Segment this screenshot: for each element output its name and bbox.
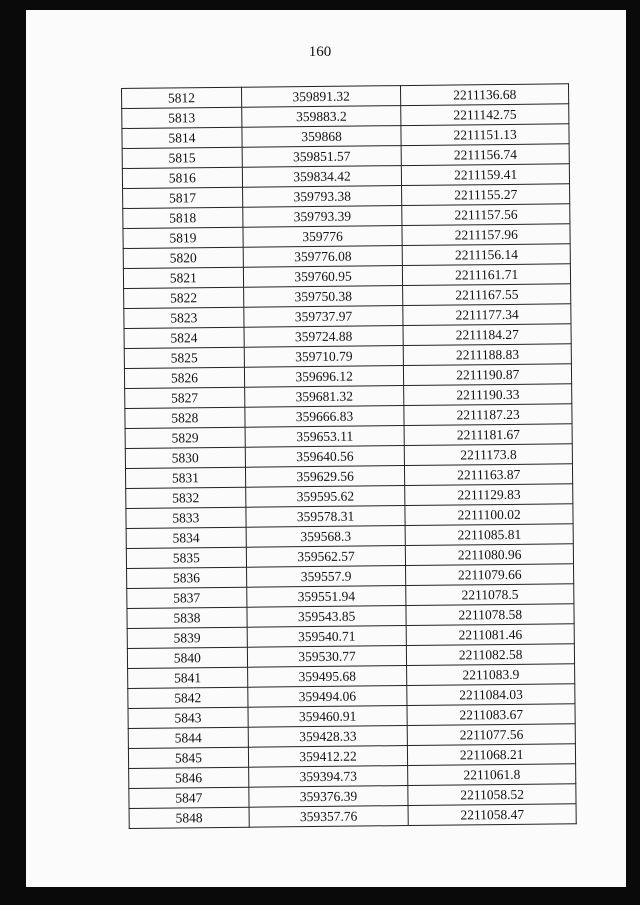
point-id-cell: 5829 (125, 427, 245, 448)
y-coordinate-cell: 2211190.87 (404, 364, 572, 386)
x-coordinate-cell: 359640.56 (245, 446, 405, 468)
point-id-cell: 5812 (122, 87, 242, 108)
x-coordinate-cell: 359793.39 (243, 206, 403, 228)
x-coordinate-cell: 359666.83 (245, 406, 405, 428)
point-id-cell: 5836 (127, 567, 247, 588)
point-id-cell: 5815 (122, 147, 242, 168)
y-coordinate-cell: 2211157.96 (402, 224, 570, 246)
y-coordinate-cell: 2211155.27 (402, 184, 570, 206)
point-id-cell: 5838 (127, 607, 247, 628)
y-coordinate-cell: 2211082.58 (407, 644, 575, 666)
y-coordinate-cell: 2211058.52 (408, 784, 576, 806)
x-coordinate-cell: 359540.71 (247, 626, 407, 648)
point-id-cell: 5828 (125, 407, 245, 428)
x-coordinate-cell: 359495.68 (247, 666, 407, 688)
scan-border-bottom (0, 887, 640, 905)
x-coordinate-cell: 359760.95 (243, 266, 403, 288)
coordinates-table-body (122, 84, 577, 829)
y-coordinate-cell: 2211083.67 (407, 704, 575, 726)
y-coordinate-cell: 2211100.02 (405, 504, 573, 526)
x-coordinate-cell: 359428.33 (248, 726, 408, 748)
point-id-cell: 5835 (126, 547, 246, 568)
point-id-cell: 5832 (126, 487, 246, 508)
y-coordinate-cell: 2211151.13 (401, 124, 569, 146)
y-coordinate-cell: 2211163.87 (405, 464, 573, 486)
scan-border-right (626, 0, 640, 905)
coordinates-table (121, 83, 577, 829)
point-id-cell: 5817 (123, 187, 243, 208)
point-id-cell: 5839 (127, 627, 247, 648)
x-coordinate-cell: 359696.12 (244, 366, 404, 388)
y-coordinate-cell: 2211184.27 (403, 324, 571, 346)
x-coordinate-cell: 359595.62 (245, 486, 405, 508)
y-coordinate-cell: 2211085.81 (405, 524, 573, 546)
point-id-cell: 5843 (128, 707, 248, 728)
y-coordinate-cell: 2211142.75 (401, 104, 569, 126)
point-id-cell: 5841 (128, 667, 248, 688)
y-coordinate-cell: 2211136.68 (401, 84, 569, 106)
x-coordinate-cell: 359750.38 (243, 286, 403, 308)
point-id-cell: 5824 (124, 327, 244, 348)
x-coordinate-cell: 359793.38 (242, 186, 402, 208)
point-id-cell: 5822 (124, 287, 244, 308)
x-coordinate-cell: 359681.32 (244, 386, 404, 408)
x-coordinate-cell: 359568.3 (246, 526, 406, 548)
x-coordinate-cell: 359653.11 (245, 426, 405, 448)
point-id-cell: 5825 (124, 347, 244, 368)
y-coordinate-cell: 2211129.83 (405, 484, 573, 506)
point-id-cell: 5816 (122, 167, 242, 188)
point-id-cell: 5846 (129, 767, 249, 788)
x-coordinate-cell: 359891.32 (241, 86, 401, 108)
y-coordinate-cell: 2211167.55 (403, 284, 571, 306)
x-coordinate-cell: 359543.85 (247, 606, 407, 628)
point-id-cell: 5827 (125, 387, 245, 408)
point-id-cell: 5813 (122, 107, 242, 128)
y-coordinate-cell: 2211083.9 (407, 664, 575, 686)
y-coordinate-cell: 2211068.21 (408, 744, 576, 766)
x-coordinate-cell: 359578.31 (246, 506, 406, 528)
x-coordinate-cell: 359530.77 (247, 646, 407, 668)
x-coordinate-cell: 359776.08 (243, 246, 403, 268)
y-coordinate-cell: 2211190.33 (404, 384, 572, 406)
x-coordinate-cell: 359394.73 (248, 766, 408, 788)
x-coordinate-cell: 359834.42 (242, 166, 402, 188)
y-coordinate-cell: 2211187.23 (404, 404, 572, 426)
point-id-cell: 5830 (125, 447, 245, 468)
point-id-cell: 5845 (128, 747, 248, 768)
point-id-cell: 5831 (125, 467, 245, 488)
point-id-cell: 5847 (129, 787, 249, 808)
point-id-cell: 5821 (123, 267, 243, 288)
y-coordinate-cell: 2211078.58 (406, 604, 574, 626)
x-coordinate-cell: 359868 (242, 126, 402, 148)
y-coordinate-cell: 2211079.66 (406, 564, 574, 586)
point-id-cell: 5826 (124, 367, 244, 388)
point-id-cell: 5834 (126, 527, 246, 548)
x-coordinate-cell: 359629.56 (245, 466, 405, 488)
y-coordinate-cell: 2211177.34 (403, 304, 571, 326)
x-coordinate-cell: 359412.22 (248, 746, 408, 768)
x-coordinate-cell: 359376.39 (249, 786, 409, 808)
point-id-cell: 5823 (124, 307, 244, 328)
y-coordinate-cell: 2211061.8 (408, 764, 576, 786)
y-coordinate-cell: 2211080.96 (406, 544, 574, 566)
y-coordinate-cell: 2211181.67 (404, 424, 572, 446)
point-id-cell: 5842 (128, 687, 248, 708)
y-coordinate-cell: 2211058.47 (408, 804, 576, 826)
scan-border-left (0, 0, 26, 905)
y-coordinate-cell: 2211188.83 (404, 344, 572, 366)
point-id-cell: 5820 (123, 247, 243, 268)
y-coordinate-cell: 2211161.71 (403, 264, 571, 286)
x-coordinate-cell: 359460.91 (248, 706, 408, 728)
x-coordinate-cell: 359551.94 (246, 586, 406, 608)
point-id-cell: 5837 (127, 587, 247, 608)
point-id-cell: 5848 (129, 807, 249, 828)
x-coordinate-cell: 359883.2 (241, 106, 401, 128)
point-id-cell: 5844 (128, 727, 248, 748)
page-number: 160 (308, 44, 332, 60)
y-coordinate-cell: 2211157.56 (402, 204, 570, 226)
point-id-cell: 5819 (123, 227, 243, 248)
y-coordinate-cell: 2211081.46 (407, 624, 575, 646)
table-row (129, 804, 576, 829)
x-coordinate-cell: 359562.57 (246, 546, 406, 568)
y-coordinate-cell: 2211156.74 (401, 144, 569, 166)
point-id-cell: 5818 (123, 207, 243, 228)
y-coordinate-cell: 2211077.56 (408, 724, 576, 746)
x-coordinate-cell: 359724.88 (244, 326, 404, 348)
x-coordinate-cell: 359737.97 (244, 306, 404, 328)
y-coordinate-cell: 2211159.41 (402, 164, 570, 186)
x-coordinate-cell: 359851.57 (242, 146, 402, 168)
scan-border-top (0, 0, 640, 10)
x-coordinate-cell: 359776 (243, 226, 403, 248)
x-coordinate-cell: 359557.9 (246, 566, 406, 588)
x-coordinate-cell: 359494.06 (248, 686, 408, 708)
point-id-cell: 5840 (127, 647, 247, 668)
y-coordinate-cell: 2211173.8 (405, 444, 573, 466)
x-coordinate-cell: 359710.79 (244, 346, 404, 368)
y-coordinate-cell: 2211084.03 (407, 684, 575, 706)
x-coordinate-cell: 359357.76 (249, 806, 409, 828)
y-coordinate-cell: 2211078.5 (406, 584, 574, 606)
point-id-cell: 5833 (126, 507, 246, 528)
point-id-cell: 5814 (122, 127, 242, 148)
y-coordinate-cell: 2211156.14 (403, 244, 571, 266)
